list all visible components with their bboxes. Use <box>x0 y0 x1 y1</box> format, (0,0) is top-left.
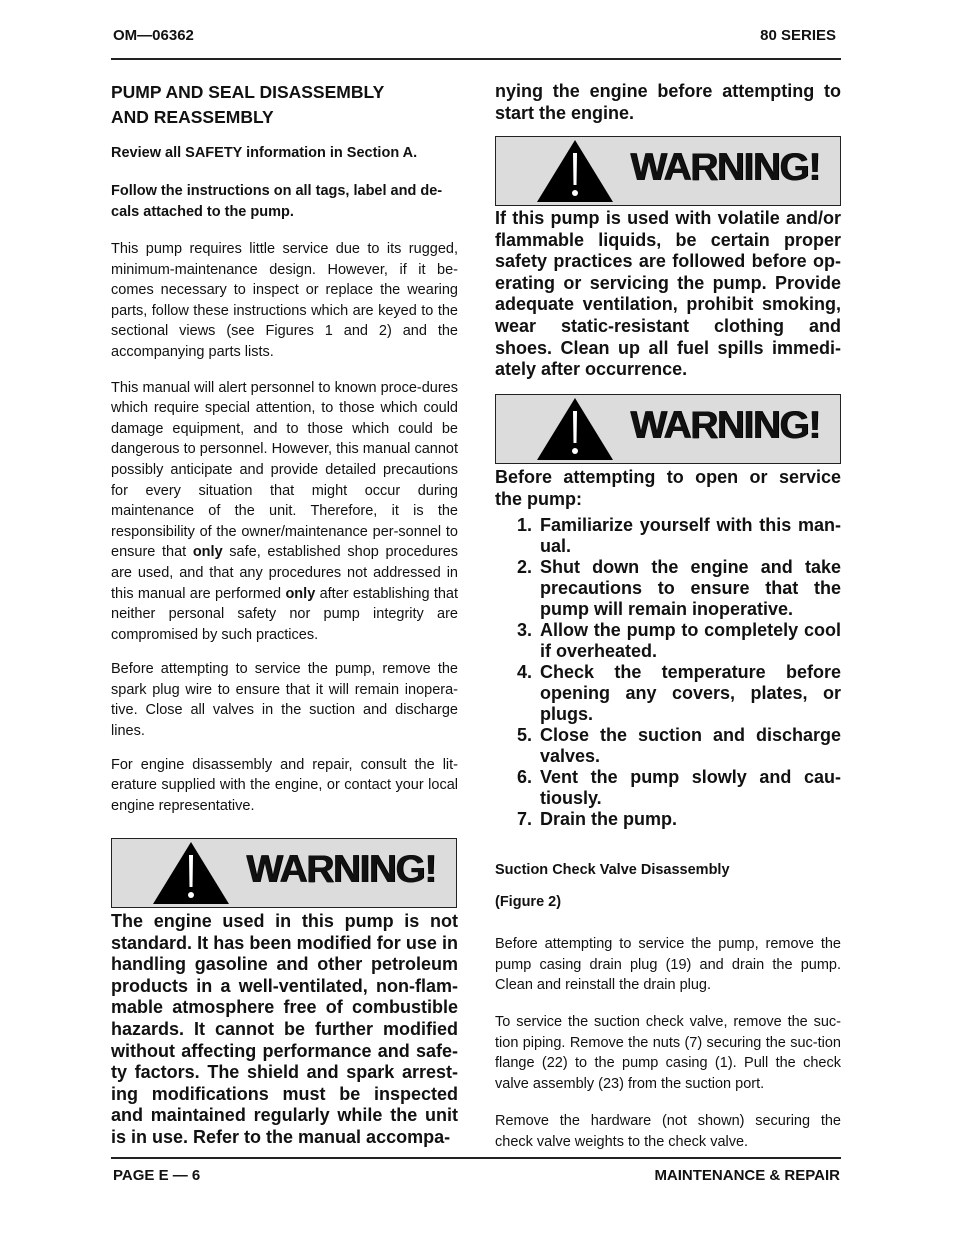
header-rule <box>111 58 841 60</box>
warning-triangle-icon <box>536 397 614 461</box>
section-name: MAINTENANCE & REPAIR <box>654 1167 840 1184</box>
subsection-heading: Suction Check Valve Disassembly <box>495 862 730 878</box>
warning-triangle-icon <box>536 139 614 203</box>
footer-rule <box>111 1157 841 1159</box>
emphasis-only-1: only <box>192 544 223 561</box>
series-name: 80 SERIES <box>760 27 836 44</box>
step-number: 1. <box>517 515 533 535</box>
step-number: 3. <box>517 620 533 640</box>
page-number: PAGE E — 6 <box>113 1167 201 1184</box>
warning-triangle-icon <box>152 841 230 905</box>
step-text: Allow the pump to completely cool if overheated. <box>540 620 841 661</box>
step-text: Vent the pump slowly and cau-tiously. <box>540 767 841 808</box>
weights-paragraph: Remove the hardware (not shown) securing the check valve weights to the check valve. <box>495 1113 841 1150</box>
flammable-warning-text: If this pump is used with volatile and/or flammable liquids, be certain proper safety practices are followed before op-erating or servicing the pump. Provide adequate ventilation, prohibit smoking, wear static-resistant clothing and shoes. Clean up all fuel spills immedi-ately after occurrence. <box>495 208 841 380</box>
warning-label: WARNING! <box>630 404 820 447</box>
drain-plug-paragraph: Before attempting to service the pump, remove the pump casing drain plug (19) and drain the pump. Clean and reinstall the drain plug. <box>495 936 841 994</box>
step-text: Check the temperature before opening any covers, plates, or plugs. <box>540 662 841 724</box>
step-number: 7. <box>517 809 533 829</box>
safety-step <box>495 725 841 767</box>
step-number: 5. <box>517 725 533 745</box>
safety-step <box>495 620 841 662</box>
left-column <box>111 80 458 816</box>
safety-note: Review all SAFETY information in Section A. <box>111 145 418 161</box>
safety-step <box>495 662 841 725</box>
emphasis-only-2: only <box>285 585 316 602</box>
section-title-line-1: PUMP AND SEAL DISASSEMBLY <box>111 82 385 102</box>
caution-paragraph <box>111 378 458 646</box>
step-number: 2. <box>517 557 533 577</box>
safety-step <box>495 515 841 557</box>
safety-step <box>495 557 841 620</box>
figure-reference: (Figure 2) <box>495 894 562 910</box>
step-text: Close the suction and discharge valves. <box>540 725 841 766</box>
warning-label: WARNING! <box>246 848 436 891</box>
warning-label: WARNING! <box>630 146 820 189</box>
step-number: 6. <box>517 767 533 787</box>
caution-text-c: after establishing that neither personal safety nor pump integrity are compromised by such practices. <box>111 585 459 643</box>
step-text: Drain the pump. <box>540 809 678 829</box>
tags-note: Follow the instructions on all tags, label and de-cals attached to the pump. <box>111 183 443 220</box>
safety-step <box>495 767 841 809</box>
step-text: Shut down the engine and take precautions to ensure that the pump will remain inoperative. <box>540 557 841 619</box>
section-title-line-2: AND REASSEMBLY <box>111 107 274 127</box>
step-text: Familiarize yourself with this man-ual. <box>540 515 841 556</box>
safety-steps-list <box>495 515 841 830</box>
step-number: 4. <box>517 662 533 682</box>
warning-box-left <box>111 838 457 908</box>
caution-text-a: This manual will alert personnel to known proce-dures which require special attention, to those which could damage equipment, and to those which could be dangerous to personnel. However, this manual cannot possibly anticipate and provide detailed precautions for every situation that might occur during maintenance of the unit. Therefore, it is the responsibility of the owner/maintenance per-sonnel to ensure that <box>111 379 458 561</box>
engine-literature-paragraph: For engine disassembly and repair, consult the lit-erature supplied with the engine, or contact your local engine representative. <box>111 756 458 814</box>
safety-step <box>495 809 841 830</box>
intro-paragraph: This pump requires little service due to its rugged, minimum-maintenance design. However, if it be-comes necessary to inspect or replace the wearing parts, follow these instructions which are keyed to the sectional views (see Figures 1 and 2) and the accompanying parts lists. <box>111 241 458 360</box>
warning-box-right-1 <box>495 136 841 206</box>
caution-text-b: safe, established shop procedures are used, and that any procedures not addressed in this manual are performed <box>111 544 459 602</box>
warning-box-right-2 <box>495 394 841 464</box>
spark-plug-paragraph: Before attempting to service the pump, remove the spark plug wire to ensure that it will remain inopera-tive. Close all valves in the suction and discharge lines. <box>111 661 458 740</box>
check-valve-paragraph: To service the suction check valve, remove the suc-tion piping. Remove the nuts (7) securing the suc-tion flange (22) to the pump casing (1). Pull the check valve assembly (23) from the suction port. <box>495 1014 841 1092</box>
document-number: OM—06362 <box>113 27 194 44</box>
engine-warning-text: The engine used in this pump is not standard. It has been modified for use in handling gasoline and other petroleum products in a well-ventilated, non-flam-mable atmosphere free of combustible hazards. It cannot be further modified without affecting performance and safe-ty factors. The shield and spark arrest-ing modifications must be inspected and maintained regularly while the unit is in use. Refer to the manual accompa- <box>111 911 458 1147</box>
continued-text: nying the engine before attempting to start the engine. <box>495 81 841 123</box>
service-warning-intro: Before attempting to open or service the pump: <box>495 467 841 509</box>
